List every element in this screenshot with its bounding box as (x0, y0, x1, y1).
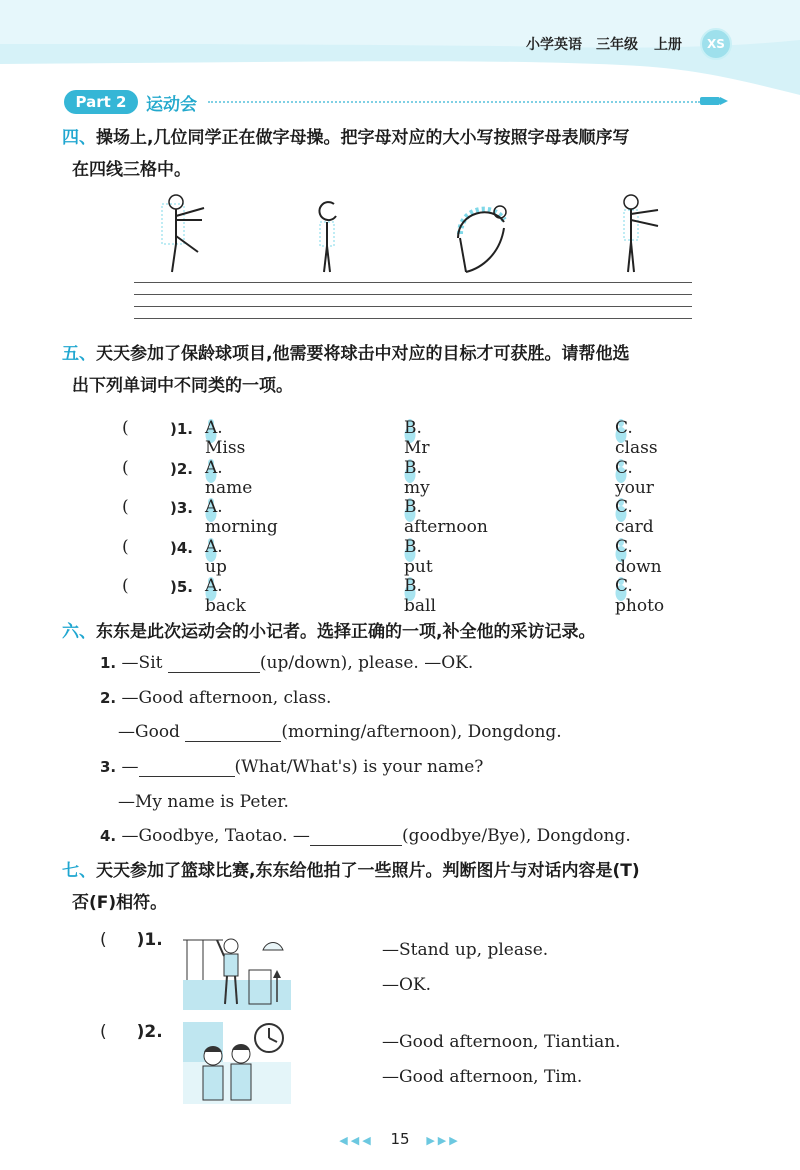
section6-question-2-answer: —Good (morning/afternoon), Dongdong. (118, 722, 562, 742)
section5-instruction (62, 338, 629, 402)
option-a[interactable]: A. morning (205, 497, 278, 537)
stick-figure-2-icon (312, 196, 346, 276)
question-row (0, 497, 800, 537)
section6-text: 东东是此次运动会的小记者。选择正确的一项,补全他的采访记录。 (96, 622, 596, 642)
tf-answer-blank-2[interactable] (107, 1026, 137, 1042)
section7-question-2: ( )2. (100, 1022, 163, 1042)
section6-question-3-reply: —My name is Peter. (118, 792, 289, 812)
dialogue-1-line-1: —Stand up, please. (382, 940, 549, 960)
section4-text2: 在四线三格中。 (72, 160, 191, 180)
section5-number: 五、 (62, 344, 96, 364)
good-afternoon-picture (183, 1022, 291, 1104)
option-a[interactable]: A. Miss (205, 418, 246, 458)
option-b[interactable]: B. my (404, 457, 430, 498)
part-divider (208, 101, 700, 103)
stand-up-picture (183, 930, 291, 1010)
section7-text2: 否(F)相符。 (72, 893, 168, 913)
section7-question-1: ( )1. (100, 930, 163, 950)
answer-paren-open[interactable]: ( (122, 457, 129, 478)
option-b[interactable]: B. ball (404, 576, 436, 616)
question-number: )1. (170, 420, 193, 438)
question-number: )5. (170, 578, 193, 596)
section7-number: 七、 (62, 861, 96, 881)
option-c[interactable]: C. photo (615, 576, 665, 616)
pencil-icon (700, 96, 728, 106)
xs-badge: XS (700, 28, 732, 60)
section7-instruction (62, 855, 640, 919)
option-a[interactable]: A. name (205, 457, 253, 498)
section7-text1: 天天参加了篮球比赛,东东给他拍了一些照片。判断图片与对话内容是(T) (96, 861, 640, 881)
header-volume: 上册 (654, 37, 682, 53)
answer-paren-open[interactable]: ( (122, 536, 129, 557)
option-b[interactable]: B. afternoon (404, 497, 488, 537)
option-c[interactable]: C. card (615, 497, 654, 537)
option-a[interactable]: A. back (205, 576, 246, 616)
section5-text2: 出下列单词中不同类的一项。 (72, 376, 293, 396)
dialogue-2-line-1: —Good afternoon, Tiantian. (382, 1032, 621, 1052)
answer-paren-open[interactable]: ( (122, 497, 129, 517)
dialogue-2-line-2: —Good afternoon, Tim. (382, 1067, 583, 1087)
question-row (0, 536, 800, 577)
question-row (0, 418, 800, 458)
question-row (0, 576, 800, 616)
stick-figure-1-icon (160, 192, 210, 276)
header-grade: 三年级 (596, 37, 638, 53)
part-label: Part 2 (64, 90, 138, 114)
answer-paren-open[interactable]: ( (122, 418, 129, 438)
option-c[interactable]: C. down (615, 536, 662, 577)
section6-question-1: 1. —Sit (up/down), please. —OK. (100, 653, 474, 673)
section6-question-2: 2. —Good afternoon, class. (100, 688, 332, 708)
answer-blank-2[interactable] (185, 725, 281, 742)
section4-text1: 操场上,几位同学正在做字母操。把字母对应的大小写按照字母表顺序写 (96, 128, 630, 148)
footer-right-arrows: ▶▶▶ (426, 1134, 461, 1147)
page-number: 15 (390, 1130, 410, 1148)
question-number: )2. (170, 459, 193, 478)
section6-number: 六、 (62, 622, 96, 642)
stick-figure-4-icon (618, 192, 662, 276)
question-number: )4. (170, 538, 193, 557)
answer-blank-3[interactable] (139, 760, 235, 777)
answer-blank-4[interactable] (310, 829, 402, 846)
option-b[interactable]: B. put (404, 536, 433, 577)
page-footer (0, 1130, 800, 1148)
stick-figure-3-icon (452, 198, 516, 276)
header-subject: 小学英语 (526, 37, 582, 53)
answer-blank-1[interactable] (168, 656, 260, 673)
tf-answer-blank-1[interactable] (107, 934, 137, 950)
option-a[interactable]: A. up (205, 536, 227, 577)
section6-instruction (62, 616, 595, 648)
question-row (0, 457, 800, 498)
section6-question-4: 4. —Goodbye, Taotao. — (goodbye/Bye), Dongdong. (100, 826, 631, 846)
section4-number: 四、 (62, 128, 96, 148)
dialogue-1-line-2: —OK. (382, 975, 432, 995)
section6-question-3: 3. — (What/What's) is your name? (100, 757, 484, 777)
option-c[interactable]: C. class (615, 418, 658, 458)
section5-text1: 天天参加了保龄球项目,他需要将球击中对应的目标才可获胜。请帮他选 (96, 344, 630, 364)
question-number: )3. (170, 499, 193, 517)
footer-left-arrows: ◀◀◀ (339, 1134, 374, 1147)
part-title: 运动会 (146, 95, 197, 115)
section4-instruction (62, 122, 629, 186)
option-c[interactable]: C. your (615, 457, 654, 498)
answer-paren-open[interactable]: ( (122, 576, 129, 596)
option-b[interactable]: B. Mr (404, 418, 430, 458)
